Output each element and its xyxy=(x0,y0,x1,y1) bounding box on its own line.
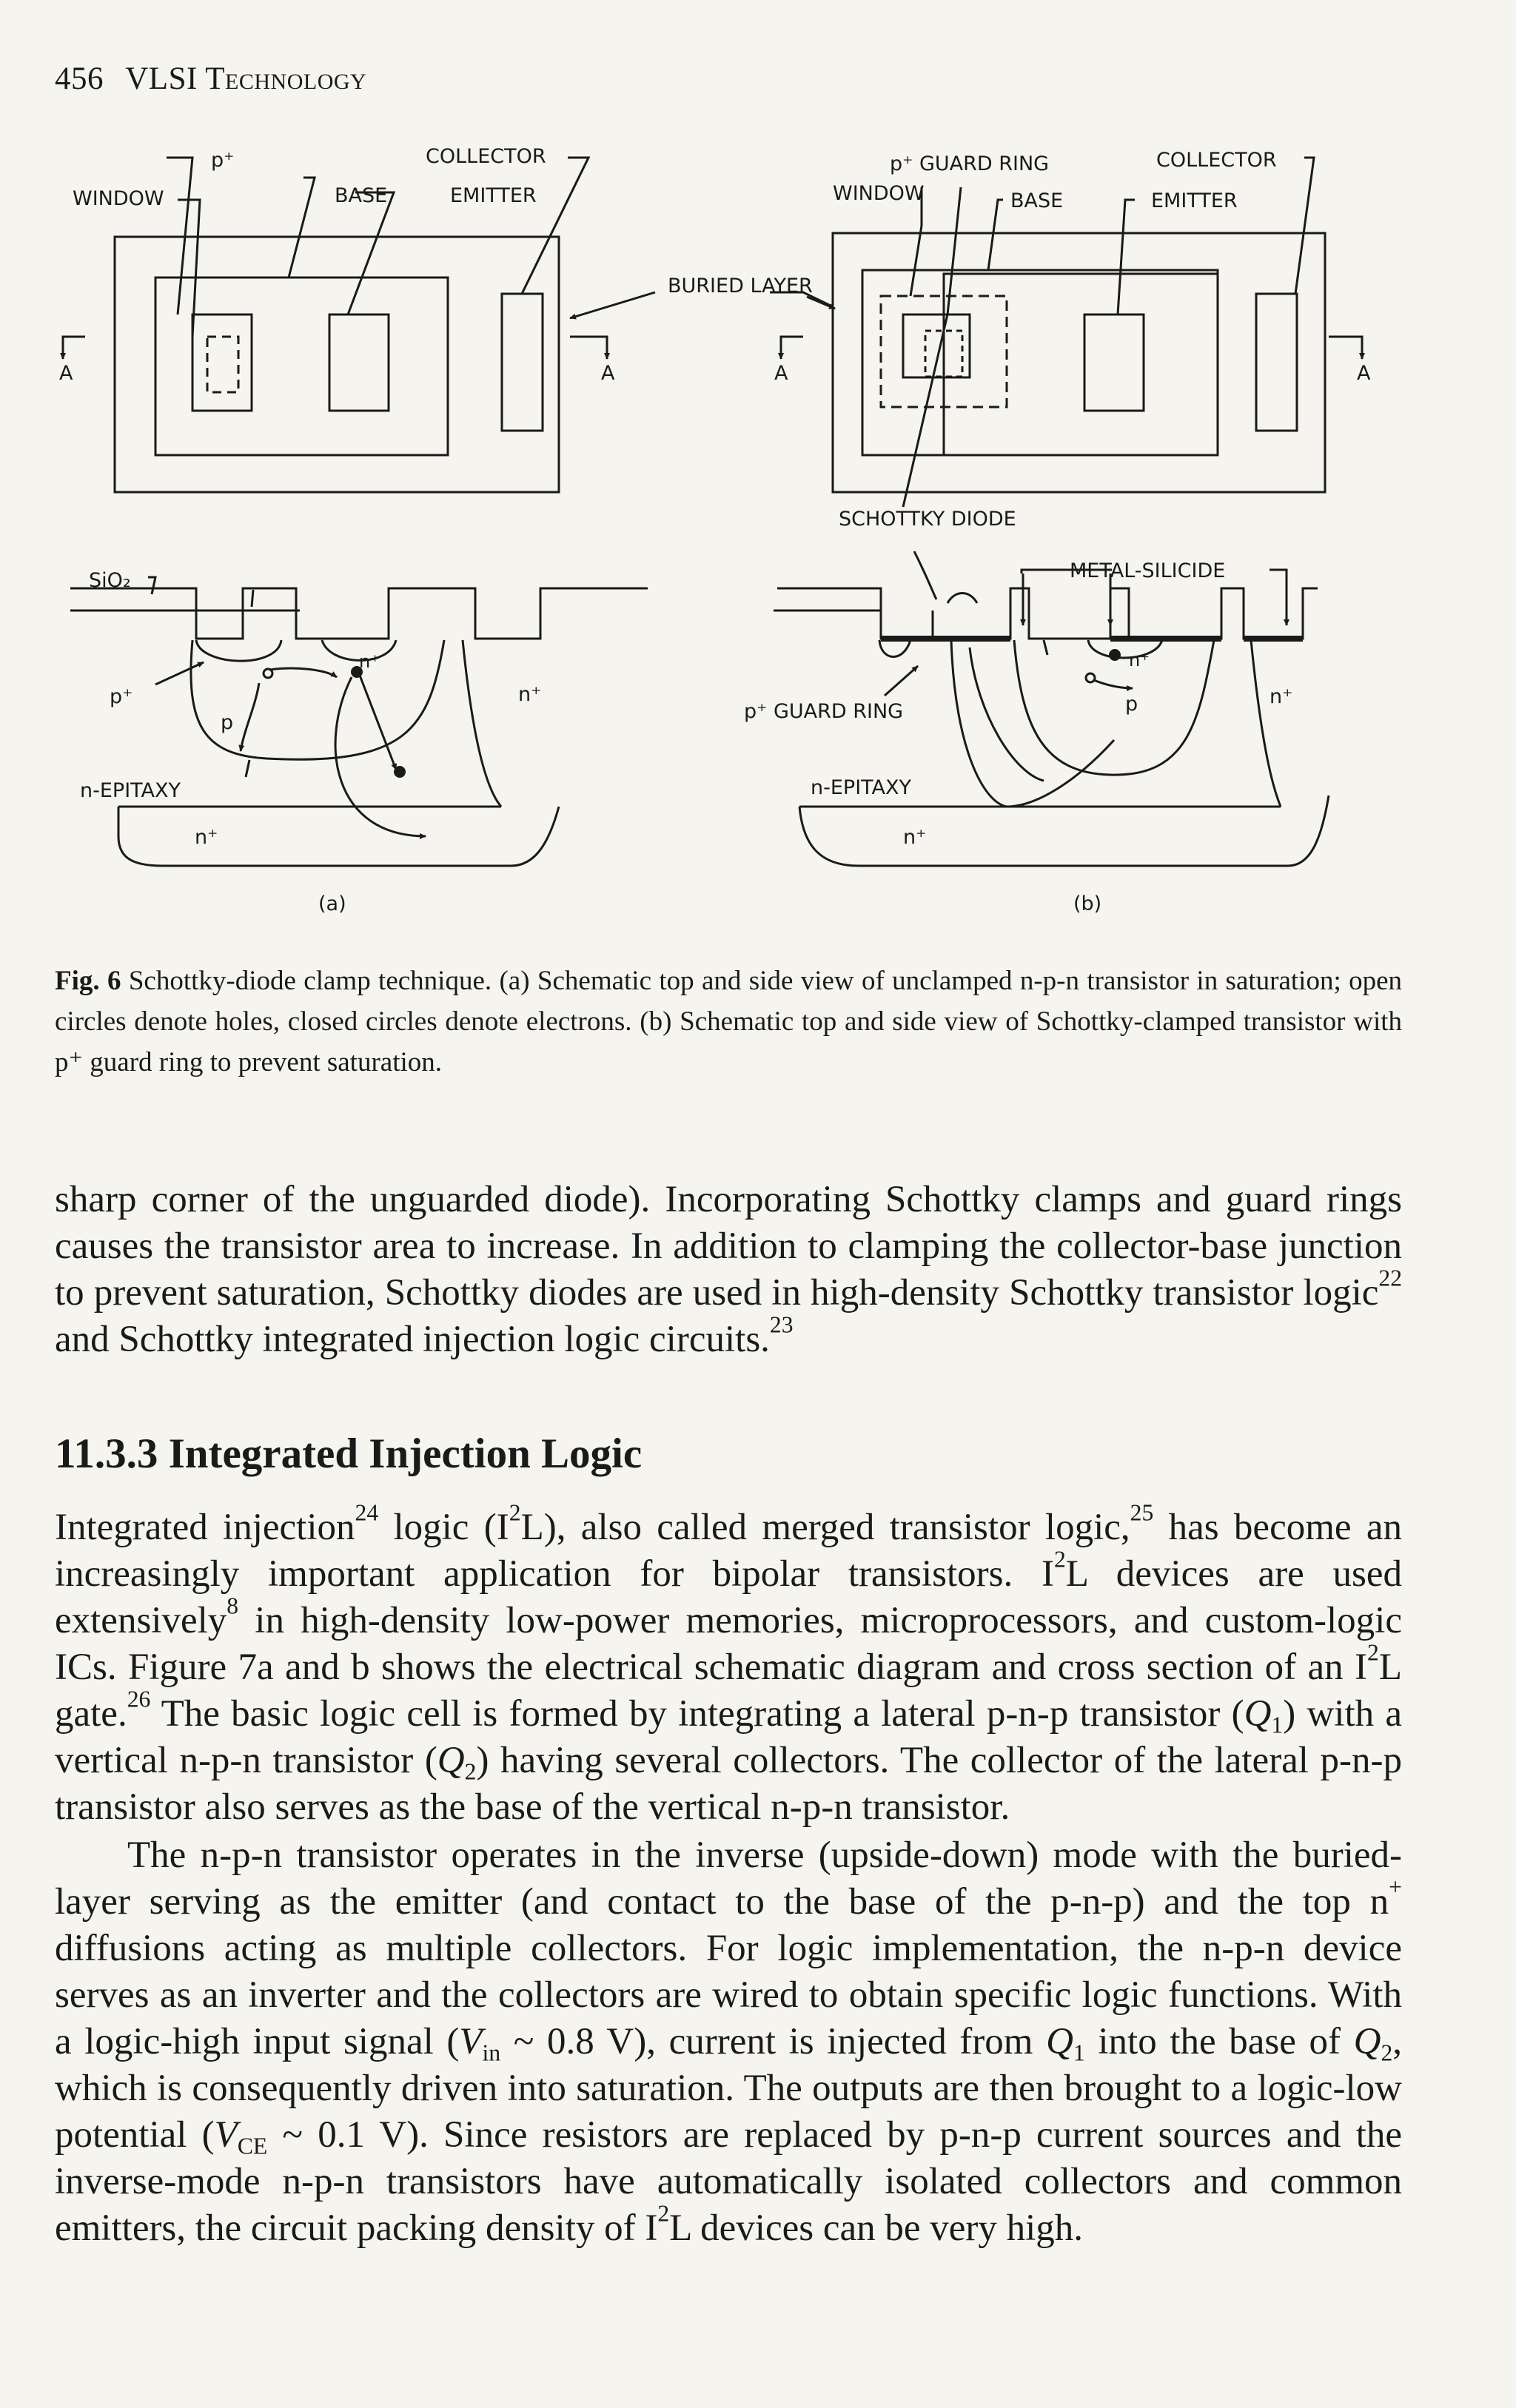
label-b-base: BASE xyxy=(1010,189,1064,212)
label-a-p-plus-side: p⁺ xyxy=(110,685,133,708)
label-a-n-epitaxy: n-EPITAXY xyxy=(80,779,181,802)
label-b-section-right: A xyxy=(1357,362,1371,385)
label-a-sio2: SiO₂ xyxy=(89,569,131,592)
label-a-n-plus-contact: n⁺ xyxy=(359,651,380,672)
page-number: 456 xyxy=(55,61,104,96)
label-schottky-diode: SCHOTTKY DIODE xyxy=(839,508,1016,531)
label-b-n-epitaxy: n-EPITAXY xyxy=(811,776,912,799)
running-title: VLSI Technology xyxy=(125,61,367,96)
label-b-n-plus-buried: n⁺ xyxy=(903,826,927,849)
symbol-q: Q xyxy=(1353,2021,1381,2062)
symbol-q: Q xyxy=(437,1740,465,1781)
label-a-section-right: A xyxy=(601,362,615,385)
label-a-base: BASE xyxy=(335,184,388,207)
superscript-2: 2 xyxy=(1367,1639,1379,1666)
ref-8: 8 xyxy=(227,1593,239,1619)
subscript-2: 2 xyxy=(464,1758,477,1785)
text-run: ) having several collectors. The collector of the lateral p-n-p transistor also serves as the base of the vertical n-p-n transistor. xyxy=(55,1740,1402,1828)
text-run: in high-density low-power memories, microprocessors, and custom-logic ICs. Figure 7a and b shows the electrical schematic diagram and cross section of an I xyxy=(55,1600,1402,1688)
section-heading: 11.3.3 Integrated Injection Logic xyxy=(55,1430,643,1477)
text-run: has become an increasingly important application for bipolar transistors. I xyxy=(55,1507,1402,1595)
symbol-q: Q xyxy=(1046,2021,1073,2062)
text-run: The n-p-n transistor operates in the inverse (upside-down) mode with the buried-layer serving as the emitter (and contact to the base of the p-n-p) and the top n xyxy=(55,1834,1402,1923)
text-run: The basic logic cell is formed by integrating a lateral p-n-p transistor ( xyxy=(150,1693,1244,1735)
text-run: logic (I xyxy=(378,1507,509,1548)
text-run: into the base of xyxy=(1084,2021,1354,2062)
text-run: diffusions acting as multiple collectors. For logic implementation, the n-p-n device serves as an inverter and the collectors are wired to obtain specific logic functions. With a logic-high input signal ( xyxy=(55,1928,1402,2062)
label-a-n-plus-buried: n⁺ xyxy=(195,826,218,849)
superscript-2: 2 xyxy=(1053,1546,1066,1573)
paragraph-3 xyxy=(55,1832,1402,2252)
ref-26: 26 xyxy=(127,1686,151,1712)
label-a-collector: COLLECTOR xyxy=(426,145,546,168)
label-b-p: p xyxy=(1125,693,1138,716)
caption-text: Schottky-diode clamp technique. (a) Schematic top and side view of unclamped n-p-n transistor in saturation; open circles denote holes, closed circles denote electrons. (b) Schematic top and side view of Schottky-clamped transistor with p⁺ guard ring to prevent saturation. xyxy=(55,966,1403,1077)
running-head xyxy=(55,61,366,97)
fig-a-cross-section xyxy=(70,577,648,866)
text-run: L devices can be very high. xyxy=(669,2207,1084,2249)
subscript-in: in xyxy=(482,2039,501,2066)
caption-label: Fig. 6 xyxy=(55,966,121,996)
superscript-plus: + xyxy=(1389,1874,1402,1900)
ref-24: 24 xyxy=(355,1499,379,1526)
text-run: Integrated injection xyxy=(55,1507,355,1548)
ref-25: 25 xyxy=(1130,1499,1154,1526)
label-b-guard-ring: p⁺ GUARD RING xyxy=(890,152,1050,175)
ref-23: 23 xyxy=(769,1311,794,1338)
fig-b-top-view xyxy=(781,158,1362,507)
text-run: L gate. xyxy=(55,1647,1402,1735)
label-b-emitter: EMITTER xyxy=(1151,189,1238,212)
subscript-1: 1 xyxy=(1073,2039,1085,2066)
label-a-emitter: EMITTER xyxy=(450,184,537,207)
superscript-2: 2 xyxy=(509,1499,521,1526)
paragraph-1 xyxy=(55,1177,1402,1363)
label-b-section-left: A xyxy=(774,362,788,385)
label-b-guard-ring-side: p⁺ GUARD RING xyxy=(744,700,904,723)
text-run: and Schottky integrated injection logic circuits. xyxy=(55,1319,770,1360)
label-a-p-plus: p⁺ xyxy=(211,149,235,172)
text-run: sharp corner of the unguarded diode). Incorporating Schottky clamps and guard rings causes the transistor area to increase. In addition to clamping the collector-base junction to prevent saturation, Schottky diodes are used in high-density Schottky transistor logic xyxy=(55,1179,1402,1314)
label-b-metal-silicide: METAL-SILICIDE xyxy=(1070,559,1226,582)
paragraph-2 xyxy=(55,1499,1402,1831)
subscript-1: 1 xyxy=(1271,1712,1284,1738)
text-run: , which is consequently driven into saturation. The outputs are then brought to a logic-low potential ( xyxy=(55,2021,1402,2156)
figure-caption xyxy=(55,961,1402,1083)
symbol-v: V xyxy=(214,2114,238,2156)
subscript-ce: CE xyxy=(237,2133,268,2159)
label-a-section-left: A xyxy=(59,362,73,385)
label-b-collector: COLLECTOR xyxy=(1156,149,1277,172)
label-a-window: WINDOW xyxy=(73,187,164,210)
text-run: L devices are used extensively xyxy=(55,1553,1402,1641)
text-run: ) with a vertical n-p-n transistor ( xyxy=(55,1693,1402,1781)
symbol-v: V xyxy=(459,2021,483,2062)
ref-22: 22 xyxy=(1378,1265,1402,1291)
superscript-2: 2 xyxy=(657,2200,670,2227)
label-a-panel: (a) xyxy=(318,892,346,915)
subscript-2: 2 xyxy=(1381,2039,1393,2066)
label-b-n-plus-contact: n⁺ xyxy=(1129,650,1150,670)
text-run: ~ 0.1 V). Since resistors are replaced by p-n-p current sources and the inverse-mode n-p-n transistors have automatically isolated collectors and common emitters, the circuit packing density of I xyxy=(55,2114,1402,2249)
text-run: L), also called merged transistor logic, xyxy=(520,1507,1130,1548)
symbol-q: Q xyxy=(1244,1693,1272,1735)
label-buried-layer: BURIED LAYER xyxy=(668,275,813,297)
label-a-p: p xyxy=(221,711,234,734)
text-run: ~ 0.8 V), current is injected from xyxy=(500,2021,1047,2062)
label-b-window: WINDOW xyxy=(833,182,925,205)
label-b-panel: (b) xyxy=(1073,892,1102,915)
label-b-n-plus-collector: n⁺ xyxy=(1270,685,1293,708)
figure-6 xyxy=(59,137,1392,936)
label-a-n-plus-collector: n⁺ xyxy=(518,683,542,706)
